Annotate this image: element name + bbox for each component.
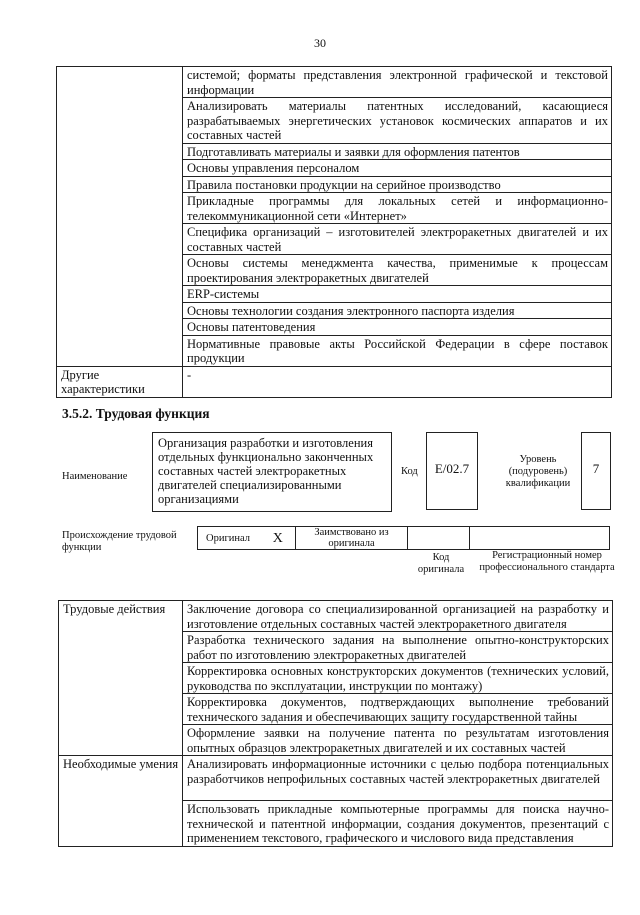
continuation-table	[56, 66, 612, 398]
function-code-box: E/02.7	[426, 432, 478, 510]
continuation-label-cell	[57, 67, 183, 367]
labor-action-item: Оформление заявки на получение патента по результатам изготовления опытных образцов электроракетных двигателей и их составных частей	[183, 725, 613, 756]
origin-table	[197, 526, 610, 550]
section-title: 3.5.2. Трудовая функция	[62, 406, 210, 421]
name-label: Наименование	[62, 471, 128, 482]
skill-item: Подготавливать материалы и заявки для оформления патентов	[183, 143, 612, 160]
actions-table	[58, 600, 613, 847]
original-mark: X	[261, 527, 296, 550]
knowledge-item: Основы системы менеджмента качества, применимые к процессам проектирования электроракетных двигателей	[183, 255, 612, 286]
qualification-level-box: 7	[581, 432, 611, 510]
qualification-level-label: Уровень (подуровень) квалификации	[505, 454, 571, 489]
regnum-caption: Регистрационный номер профессионального стандарта	[479, 550, 615, 573]
knowledge-item: Правила постановки продукции на серийное производство	[183, 176, 612, 193]
other-characteristics-value: -	[183, 366, 612, 397]
original-code-cell	[408, 527, 470, 550]
knowledge-item: Специфика организаций – изготовителей электроракетных двигателей и их составных частей	[183, 224, 612, 255]
original-label: Оригинал	[198, 527, 261, 550]
other-characteristics-label: Другие характеристики	[57, 366, 183, 397]
labor-action-item: Корректировка документов, подтверждающих выполнение требований технического задания и обеспечивающих защиту государственной тайны	[183, 694, 613, 725]
origin-label: Происхождение трудовой функции	[62, 530, 177, 553]
page-number: 30	[314, 36, 326, 50]
labor-action-item: Разработка технического задания на выполнение опытно-конструкторских работ по изготовлению электроракетных двигателей	[183, 632, 613, 663]
knowledge-item: Основы патентоведения	[183, 319, 612, 336]
skill-item: Анализировать материалы патентных исследований, касающиеся разрабатываемых энергетических установок космических аппаратов и их составных частей	[183, 98, 612, 144]
skill-item: Анализировать информационные источники с целью подбора потенциальных разработчиков непрофильных составных частей электроракетных двигателей	[183, 756, 613, 801]
knowledge-item: Нормативные правовые акты Российской Федерации в сфере поставок продукции	[183, 335, 612, 366]
borrowed-label: Заимствовано из оригинала	[296, 527, 408, 550]
knowledge-item: Основы технологии создания электронного паспорта изделия	[183, 302, 612, 319]
labor-action-item: Корректировка основных конструкторских документов (технических условий, руководства по эксплуатации, инструкции по монтажу)	[183, 663, 613, 694]
knowledge-item: Основы управления персоналом	[183, 160, 612, 177]
code-label: Код	[401, 466, 418, 477]
knowledge-item: ERP-системы	[183, 286, 612, 303]
original-code-caption: Код оригинала	[417, 552, 465, 575]
skill-item: Использовать прикладные компьютерные программы для поиска научно-технической и патентной информации, создания документов, презентаций с применением текстового, графического и числового вида представления	[183, 801, 613, 847]
knowledge-item: системой; форматы представления электронной графической и текстовой информации	[183, 67, 612, 98]
regnum-cell	[470, 527, 610, 550]
required-skills-label: Необходимые умения	[59, 756, 183, 847]
function-name-box: Организация разработки и изготовления отдельных функционально законченных составных частей электроракетных двигателей специализированными организациями	[152, 432, 392, 512]
labor-actions-label: Трудовые действия	[59, 601, 183, 756]
labor-action-item: Заключение договора со специализированной организацией на разработку и изготовление отдельных составных частей электроракетного двигателя	[183, 601, 613, 632]
knowledge-item: Прикладные программы для локальных сетей и информационно-телекоммуникационной сети «Интернет»	[183, 193, 612, 224]
